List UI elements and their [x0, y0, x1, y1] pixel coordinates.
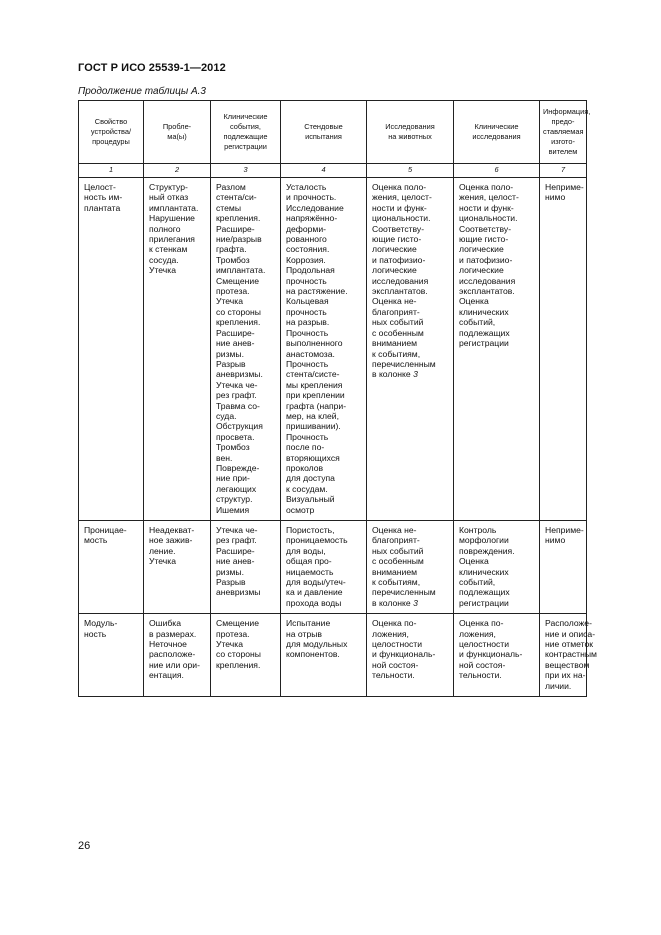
cell-line: ставляемая	[543, 127, 584, 136]
cell-line: напряжённо-	[286, 213, 338, 224]
cell-line: Утечка	[216, 296, 243, 307]
cell-line: Разлом	[216, 182, 246, 192]
cell-line: Модуль-	[84, 618, 118, 629]
cell-line: логические	[372, 244, 417, 255]
cell-line: Разрыв	[216, 577, 246, 588]
column-header-6	[454, 101, 540, 164]
cell-line: Ишемия	[216, 504, 250, 515]
cell-line: исследования	[472, 132, 521, 141]
cell-line: ризмы.	[216, 348, 244, 359]
cell-line: подлежащие	[223, 132, 268, 141]
cell-line: Структур-	[149, 182, 188, 192]
cell-line: Тромбоз	[216, 442, 250, 453]
cell-line: Утечка че-	[216, 525, 258, 535]
cell-line: при их на-	[545, 670, 586, 681]
cell-line: компонентов.	[286, 649, 340, 660]
cell-line: Оценка не-	[372, 296, 417, 307]
cell-line: события,	[229, 122, 261, 131]
cell-line: Ошибка	[149, 618, 182, 629]
cell-line: тельности.	[459, 670, 502, 681]
cell-line: процедуры	[92, 137, 130, 146]
cell-line: ный отказ	[149, 192, 189, 203]
cell-line: Контроль	[459, 525, 497, 535]
cell-line: ных событий	[372, 545, 424, 556]
cell-line: ние при-	[216, 473, 250, 484]
cell-line: Утечка че-	[216, 379, 258, 390]
cell-line: для воды,	[286, 545, 326, 556]
cell-line: для модульных	[286, 639, 348, 650]
cell-line: исследования	[372, 275, 429, 286]
cell-line: и функциональ-	[372, 649, 436, 660]
table-caption: Продолжение таблицы А.3	[78, 86, 206, 97]
cell-line: полного	[149, 223, 181, 234]
cell-line: вниманием	[372, 566, 418, 577]
cell-line: прочность	[286, 275, 327, 286]
cell-line: благоприят-	[372, 306, 420, 317]
cell-line: выполненного	[286, 338, 343, 349]
cell-line: ющие гисто-	[372, 234, 422, 245]
cell-line: стента/си-	[216, 192, 257, 203]
cell-line: Прочность	[286, 431, 329, 442]
table-cell	[79, 521, 144, 614]
cell-line: ной состоя-	[372, 659, 419, 670]
cell-line: тельности.	[372, 670, 415, 681]
column-number: 4	[281, 164, 367, 178]
cell-line: Кольцевая	[286, 296, 329, 307]
cell-line: клинических	[459, 306, 509, 317]
cell-line: ризмы.	[216, 566, 244, 577]
cell-line: имплантата.	[149, 202, 199, 213]
cell-line: крепления.	[216, 213, 261, 224]
cell-line: Утечка	[216, 639, 243, 650]
cell-line: Нарушение	[149, 213, 195, 224]
cell-line: эксплантатов.	[459, 286, 515, 297]
table-cell	[211, 521, 281, 614]
table-cell	[144, 614, 211, 697]
cell-line: Оценка поло-	[372, 182, 427, 192]
cell-line: Исследования	[385, 122, 435, 131]
cell-line: Обструкция	[216, 421, 263, 432]
cell-line: мость	[84, 535, 108, 546]
table-a3	[78, 100, 597, 697]
cell-line: ка и давление	[286, 587, 343, 598]
cell-line: с особенным	[372, 327, 424, 338]
cell-line: аневризмы	[216, 587, 261, 598]
cell-line: событий,	[459, 577, 496, 588]
cell-line: Оценка не-	[372, 525, 417, 535]
cell-line: и патофизио-	[459, 254, 513, 265]
cell-line: расположе-	[149, 649, 196, 660]
cell-line: прохода воды	[286, 597, 342, 608]
cell-line: жения, целост-	[459, 192, 519, 203]
cell-line: Коррозия.	[286, 254, 326, 265]
cell-line: легающих	[216, 483, 257, 494]
cell-line: Клинические	[474, 122, 519, 131]
cell-line: повреждения.	[459, 545, 515, 556]
cell-line: ние или ори-	[149, 659, 200, 670]
cell-line: ных событий	[372, 317, 424, 328]
cell-line: Утечка	[149, 556, 176, 567]
cell-line: личии.	[545, 680, 572, 691]
column-header-3	[211, 101, 281, 164]
cell-line: Оценка по-	[372, 618, 417, 629]
cell-line: осмотр	[286, 504, 315, 515]
cell-line: рез графт.	[216, 390, 257, 401]
column-number: 1	[79, 164, 144, 178]
column-header-5	[367, 101, 454, 164]
cell-line: подлежащих	[459, 327, 510, 338]
cell-line: рованного	[286, 234, 327, 245]
cell-line: после по-	[286, 442, 325, 453]
cell-line: ние отметок	[545, 639, 594, 650]
cell-line: исследования	[459, 275, 516, 286]
cell-line: Соответству-	[372, 223, 425, 234]
cell-line: циональности.	[372, 213, 431, 224]
cell-line: логические	[459, 265, 504, 276]
cell-line: общая про-	[286, 556, 332, 567]
cell-line: Расшире-	[216, 223, 255, 234]
cell-line: Испытание	[286, 618, 331, 629]
cell-line: регистрации	[224, 142, 267, 151]
cell-line: эксплантатов.	[372, 286, 428, 297]
table-cell	[367, 521, 454, 614]
cell-line: к стенкам	[149, 244, 188, 255]
cell-line: Исследование	[286, 202, 344, 213]
cell-line: ложения,	[372, 628, 409, 639]
cell-line: плантата	[84, 202, 121, 213]
table-header-row	[79, 101, 587, 164]
cell-line: пришивании).	[286, 421, 341, 432]
cell-line: структур.	[216, 494, 253, 505]
cell-line: испытания	[305, 132, 342, 141]
table-cell	[367, 614, 454, 697]
cell-line: Утечка	[149, 265, 176, 276]
cell-line: вторяющихся	[286, 452, 340, 463]
cell-line: ентация.	[149, 670, 184, 681]
cell-line: перечисленным	[372, 358, 436, 369]
cell-line: Пробле-	[162, 122, 192, 131]
cell-line: Визуальный	[286, 494, 335, 505]
column-header-2	[144, 101, 211, 164]
cell-line: ние анев-	[216, 556, 255, 567]
cell-line: прочность	[286, 306, 327, 317]
cell-line: нимо	[545, 192, 566, 203]
cell-line: жения, целост-	[372, 192, 432, 203]
table-row	[79, 178, 587, 521]
cell-line: перечисленным	[372, 587, 436, 598]
cell-line: стемы	[216, 202, 242, 213]
cell-line: в размерах.	[149, 628, 197, 639]
cell-line: регистрации	[459, 597, 509, 608]
cell-line: проколов	[286, 462, 324, 473]
cell-line: прилегания	[149, 234, 195, 245]
cell-line: для доступа	[286, 473, 335, 484]
cell-line: подлежащих	[459, 587, 510, 598]
cell-line: в колонке 3	[372, 597, 418, 608]
table-cell	[79, 614, 144, 697]
cell-line: графта.	[216, 244, 247, 255]
cell-line: Травма со-	[216, 400, 260, 411]
cell-line: анастомоза.	[286, 348, 335, 359]
cell-line: Неприме-	[545, 525, 584, 535]
cell-line: крепления.	[216, 659, 261, 670]
cell-line: Оценка поло-	[459, 182, 514, 192]
cell-line: и патофизио-	[372, 254, 426, 265]
table-cell	[144, 521, 211, 614]
table-cell	[540, 178, 587, 521]
cell-line: к сосудам.	[286, 483, 328, 494]
cell-line: ющие гисто-	[459, 234, 509, 245]
table-cell	[540, 614, 597, 697]
table-cell	[540, 521, 587, 614]
cell-line: циональности.	[459, 213, 518, 224]
cell-line: Продольная	[286, 265, 335, 276]
table-cell	[281, 614, 367, 697]
cell-line: мы крепления	[286, 379, 343, 390]
cell-line: вниманием	[372, 338, 418, 349]
cell-line: на отрыв	[286, 628, 322, 639]
cell-line: на разрыв.	[286, 317, 330, 328]
cell-line: Пористость,	[286, 525, 335, 535]
cell-line: событий,	[459, 317, 496, 328]
cell-line: Смещение	[216, 275, 259, 286]
cell-line: ние/разрыв	[216, 234, 262, 245]
cell-line: со стороны	[216, 306, 261, 317]
cell-line: при креплении	[286, 390, 345, 401]
cell-line: морфологии	[459, 535, 509, 546]
cell-line: просвета.	[216, 431, 255, 442]
cell-line: Неточное	[149, 639, 187, 650]
cell-line: логические	[372, 265, 417, 276]
table-cell	[211, 614, 281, 697]
cell-line: Усталость	[286, 182, 327, 192]
page-number: 26	[78, 840, 91, 852]
table-row	[79, 614, 587, 697]
cell-line: Стендовые	[304, 122, 343, 131]
cell-line: контрастным	[545, 649, 597, 660]
cell-line: мер, на клей,	[286, 410, 339, 421]
cell-line: протеза.	[216, 286, 250, 297]
column-number: 7	[540, 164, 587, 178]
cell-line: в колонке 3	[372, 369, 418, 380]
cell-line: Неадекват-	[149, 525, 195, 535]
cell-line: ности и функ-	[459, 202, 514, 213]
cell-line: для воды/утеч-	[286, 577, 346, 588]
table-cell	[454, 178, 540, 521]
cell-line: ние и описа-	[545, 628, 596, 639]
cell-line: Разрыв	[216, 358, 246, 369]
table-cell	[281, 178, 367, 521]
cell-line: деформи-	[286, 223, 326, 234]
cell-line: Расположе-	[545, 618, 592, 629]
cell-line: Соответству-	[459, 223, 512, 234]
cell-line: логические	[459, 244, 504, 255]
cell-line: ности и функ-	[372, 202, 427, 213]
cell-line: графта (напри-	[286, 400, 347, 411]
cell-line: ложения,	[459, 628, 496, 639]
cell-line: Проницае-	[84, 525, 127, 535]
table-cell	[211, 178, 281, 521]
cell-line: ницаемость	[286, 566, 334, 577]
cell-line: Целост-	[84, 182, 116, 192]
column-number-row	[79, 164, 587, 178]
cell-line: регистрации	[459, 338, 509, 349]
cell-line: протеза.	[216, 628, 250, 639]
cell-line: проницаемость	[286, 535, 348, 546]
cell-line: Тромбоз	[216, 254, 250, 265]
document-title: ГОСТ Р ИСО 25539-1—2012	[78, 62, 226, 74]
cell-line: ма(ы)	[167, 132, 187, 141]
cell-line: целостности	[372, 639, 423, 650]
cell-line: ние анев-	[216, 338, 255, 349]
cell-line: целостности	[459, 639, 510, 650]
cell-line: благоприят-	[372, 535, 420, 546]
table-cell	[144, 178, 211, 521]
cell-line: Расшире-	[216, 545, 255, 556]
table-cell	[281, 521, 367, 614]
cell-line: аневризмы.	[216, 369, 263, 380]
cell-line: и прочность.	[286, 192, 337, 203]
cell-line: с особенным	[372, 556, 424, 567]
cell-line: изгото-	[551, 137, 575, 146]
table-row	[79, 521, 587, 614]
cell-line: вен.	[216, 452, 233, 463]
cell-line: ление.	[149, 545, 176, 556]
cell-line: Поврежде-	[216, 462, 260, 473]
cell-line: ность им-	[84, 192, 123, 203]
cell-line: к событиям,	[372, 348, 421, 359]
cell-line: к событиям,	[372, 577, 421, 588]
column-header-1	[79, 101, 144, 164]
cell-line: состояния.	[286, 244, 330, 255]
cell-line: ное зажив-	[149, 535, 193, 546]
cell-line: стента/систе-	[286, 369, 340, 380]
cell-line: Расшире-	[216, 327, 255, 338]
cell-line: Прочность	[286, 327, 329, 338]
cell-line: вителем	[548, 147, 578, 156]
cell-line: со стороны	[216, 649, 261, 660]
table-cell	[367, 178, 454, 521]
cell-line: на животных	[388, 132, 432, 141]
cell-line: веществом	[545, 659, 590, 670]
cell-line: Смещение	[216, 618, 259, 629]
cell-line: Информация,	[543, 107, 591, 116]
table-cell	[454, 614, 540, 697]
cell-line: сосуда.	[149, 254, 179, 265]
cell-line: Оценка по-	[459, 618, 504, 629]
cell-line: нимо	[545, 535, 566, 546]
table-cell	[454, 521, 540, 614]
cell-line: и функциональ-	[459, 649, 523, 660]
cell-line: предо-	[551, 117, 575, 126]
cell-line: на растяжение.	[286, 286, 348, 297]
cell-line: ность	[84, 628, 107, 639]
table-cell	[79, 178, 144, 521]
column-number: 2	[144, 164, 211, 178]
cell-line: имплантата.	[216, 265, 266, 276]
cell-line: Свойство	[94, 117, 128, 126]
cell-line: рез графт.	[216, 535, 257, 546]
column-header-4	[281, 101, 367, 164]
cell-line: Оценка	[459, 296, 489, 307]
column-number: 6	[454, 164, 540, 178]
cell-line: суда.	[216, 410, 237, 421]
cell-line: крепления.	[216, 317, 261, 328]
cell-line: Прочность	[286, 358, 329, 369]
cell-line: устройства/	[90, 127, 132, 136]
cell-line: Неприме-	[545, 182, 584, 192]
column-header-7	[540, 101, 591, 164]
cell-line: клинических	[459, 566, 509, 577]
column-number: 5	[367, 164, 454, 178]
cell-line: Клинические	[223, 112, 268, 121]
column-number: 3	[211, 164, 281, 178]
cell-line: Оценка	[459, 556, 489, 567]
cell-line: ной состоя-	[459, 659, 506, 670]
